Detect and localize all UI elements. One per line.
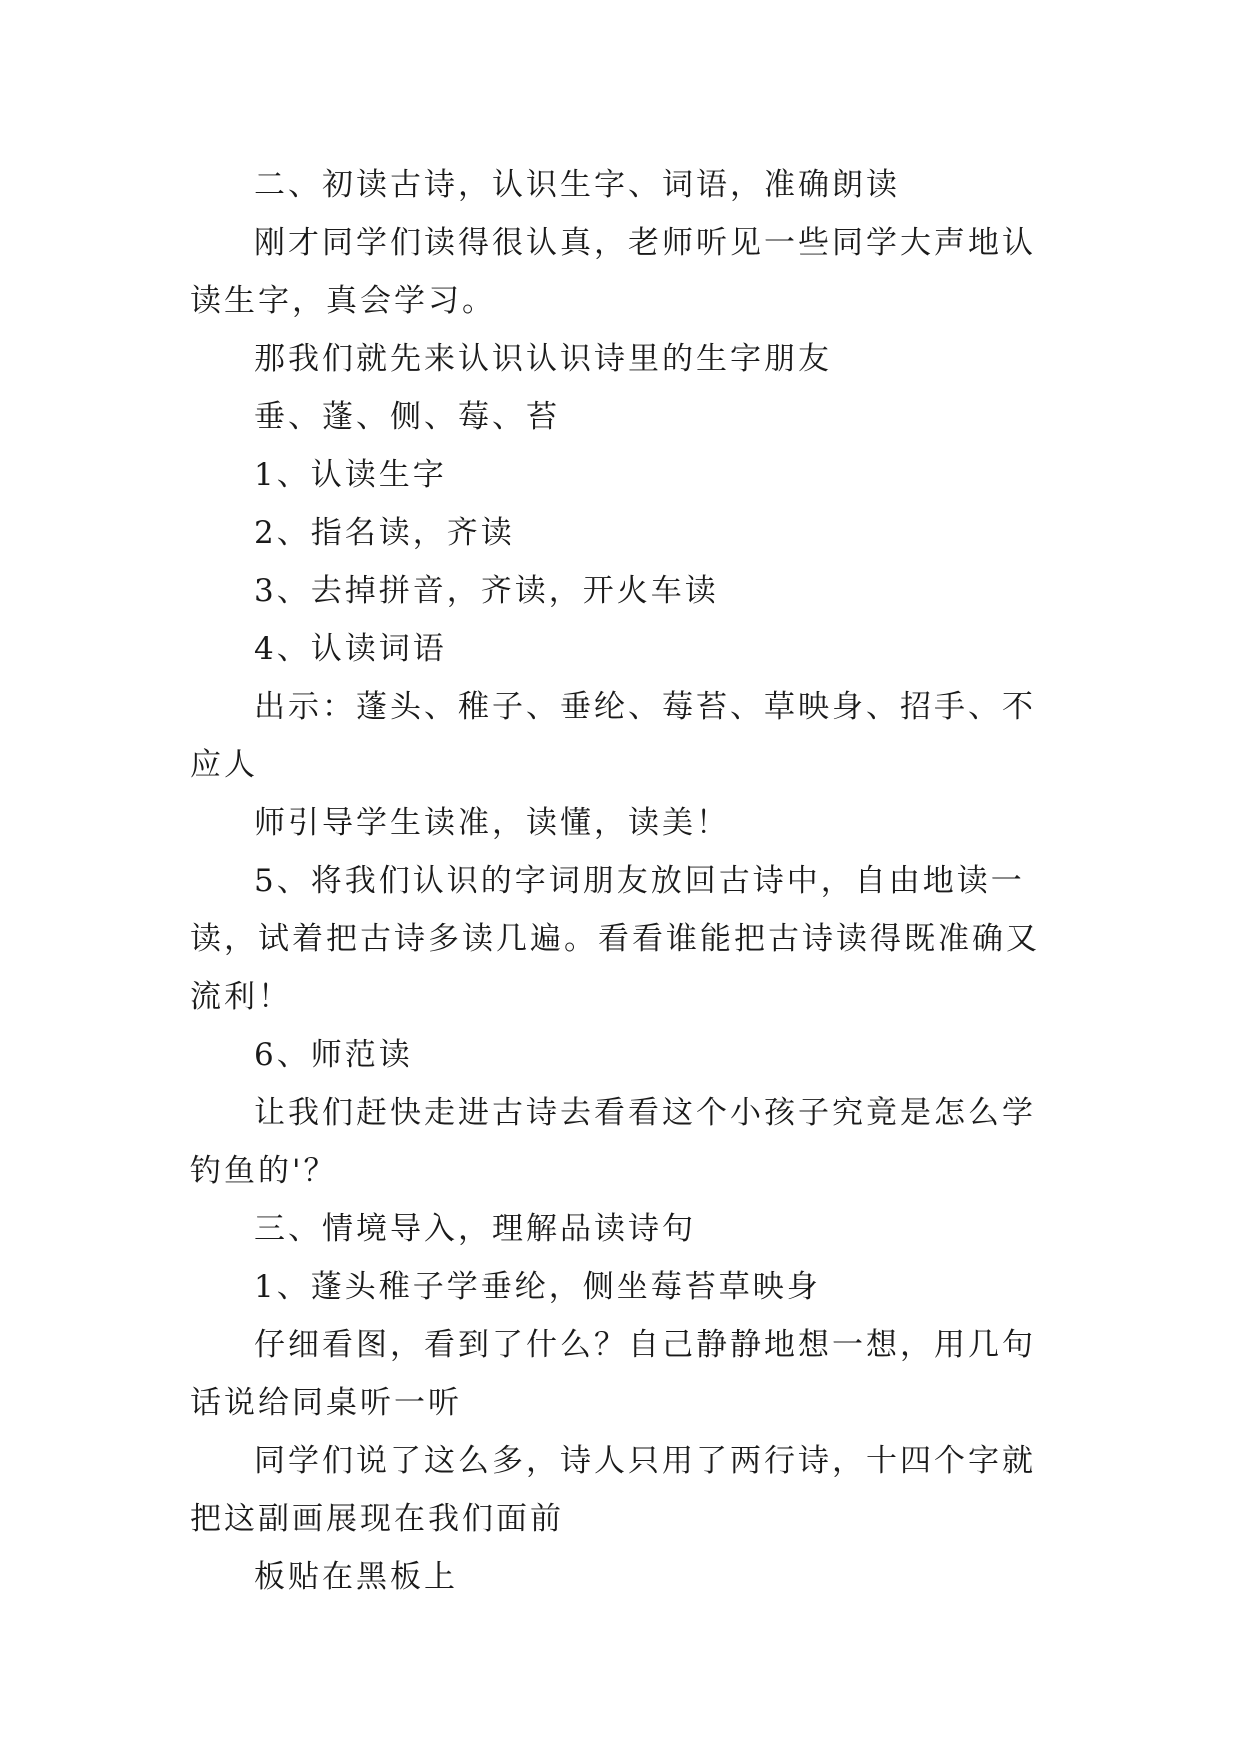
document-body — [190, 156, 1050, 1606]
paragraph: 那我们就先来认识认识诗里的生字朋友 — [254, 341, 832, 377]
step-item: 3、去掉拼音，齐读，开火车读 — [254, 573, 719, 609]
section-heading-first-reading: 二、初读古诗，认识生字、词语，准确朗读 — [254, 167, 900, 203]
paragraph: 板贴在黑板上 — [254, 1559, 458, 1595]
vocabulary-list: 出示：蓬头、稚子、垂纶、莓苔、草映身、招手、不应人 — [190, 689, 1036, 783]
step-item: 2、指名读，齐读 — [254, 515, 515, 551]
step-item: 1、认读生字 — [254, 457, 447, 493]
step-item: 5、将我们认识的字词朋友放回古诗中，自由地读一读，试着把古诗多读几遍。看看谁能把古诗读得既准确又流利！ — [190, 863, 1040, 1015]
section-heading-context: 三、情境导入，理解品读诗句 — [254, 1211, 696, 1247]
step-item: 4、认读词语 — [254, 631, 447, 667]
new-characters-list: 垂、蓬、侧、莓、苔 — [254, 399, 560, 435]
step-item: 6、师范读 — [254, 1037, 413, 1073]
paragraph: 刚才同学们读得很认真，老师听见一些同学大声地认读生字，真会学习。 — [190, 225, 1036, 319]
paragraph: 同学们说了这么多，诗人只用了两行诗，十四个字就把这副画展现在我们面前 — [190, 1443, 1036, 1537]
poem-lines: 1、蓬头稚子学垂纶，侧坐莓苔草映身 — [254, 1269, 821, 1305]
paragraph: 仔细看图，看到了什么？自己静静地想一想，用几句话说给同桌听一听 — [190, 1327, 1036, 1421]
paragraph: 师引导学生读准，读懂，读美！ — [254, 805, 730, 841]
paragraph: 让我们赶快走进古诗去看看这个小孩子究竟是怎么学钓鱼的'？ — [190, 1095, 1036, 1189]
